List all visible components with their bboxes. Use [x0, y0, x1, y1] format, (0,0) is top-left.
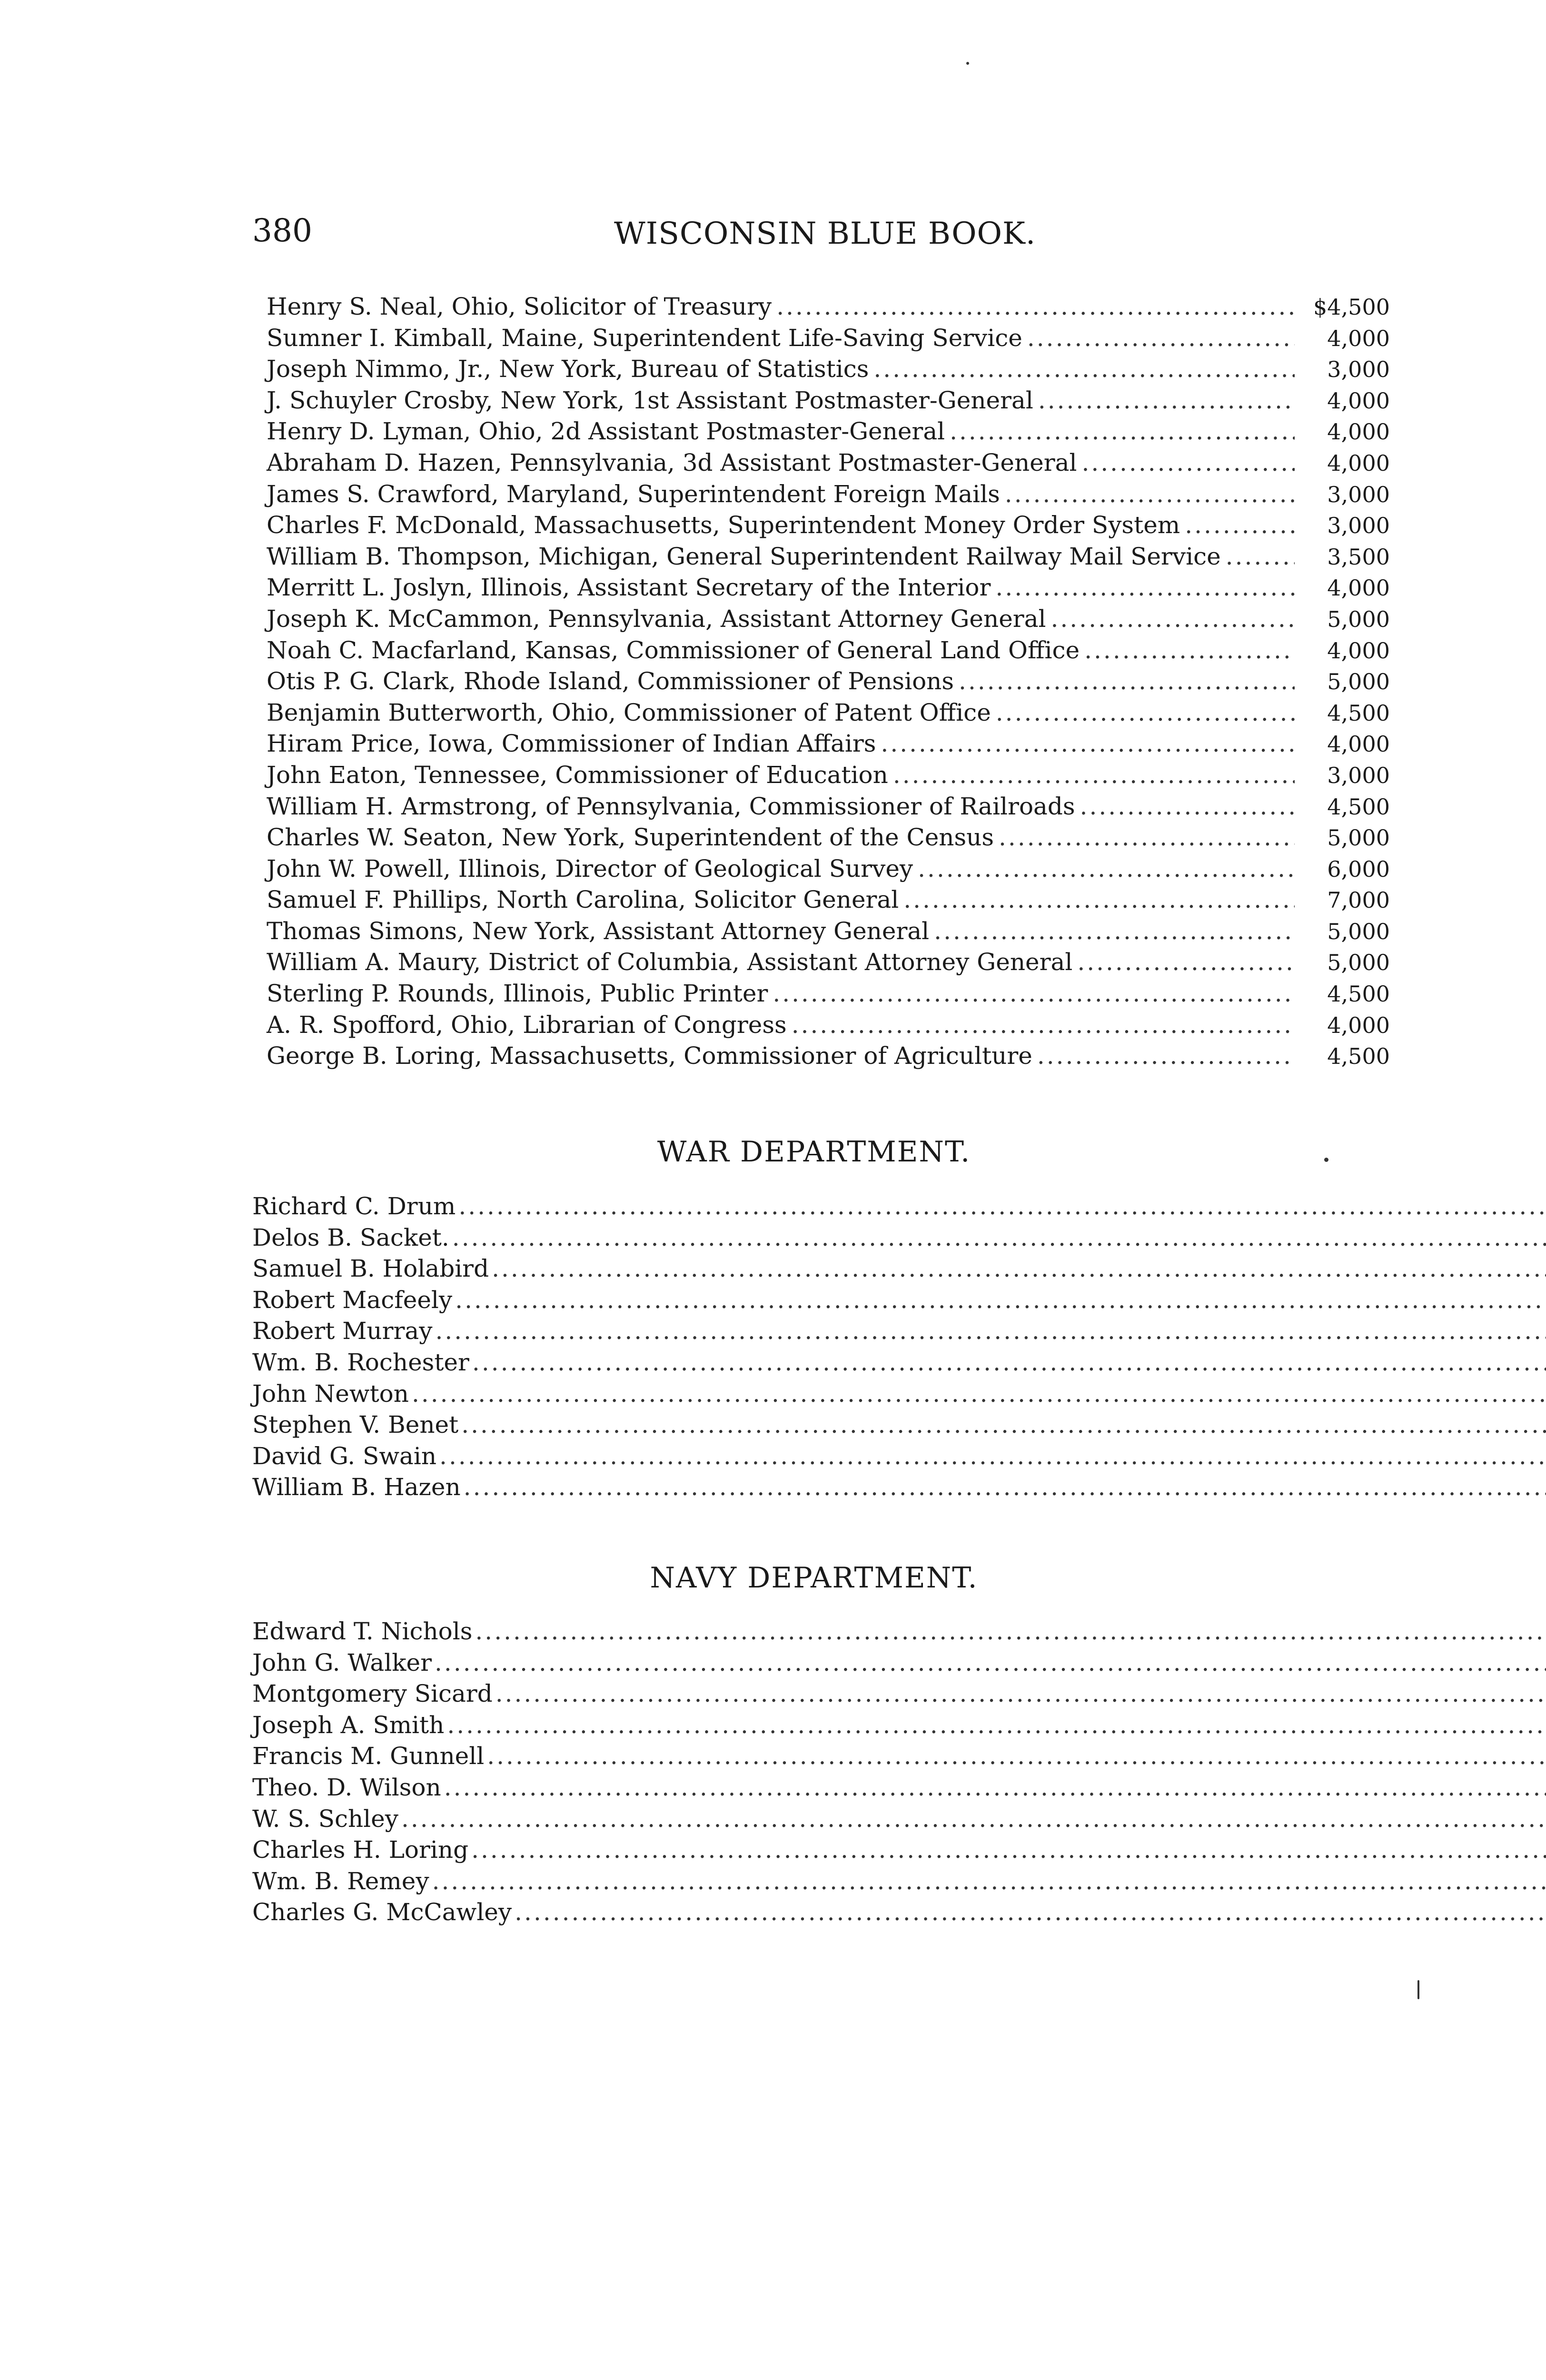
salary-amount: 4,000: [1327, 450, 1390, 476]
dot-leader: [461, 1411, 1546, 1438]
officer-row: [252, 1317, 1404, 1349]
stray-ink-mark: [966, 62, 969, 65]
dot-leader: [487, 1742, 1546, 1770]
salary-amount: 3,000: [1327, 357, 1390, 383]
officer-row: [252, 1380, 1404, 1411]
salary-row: [267, 948, 1390, 980]
dot-leader: [1027, 324, 1295, 352]
salary-description: Joseph K. McCammon, Pennsylvania, Assistant Attorney General: [267, 605, 1046, 633]
running-title: WISCONSIN BLUE BOOK.: [614, 216, 1036, 251]
salary-description: Sumner I. Kimball, Maine, Superintendent Life-Saving Service: [267, 324, 1022, 352]
salary-description: Samuel F. Phillips, North Carolina, Solicitor General: [267, 886, 899, 914]
salary-description: Sterling P. Rounds, Illinois, Public Printer: [267, 980, 768, 1008]
salary-amount: 7,000: [1327, 887, 1390, 913]
salary-row: [267, 1011, 1390, 1042]
salary-amount: 3,500: [1327, 544, 1390, 570]
officer-row: [252, 1473, 1404, 1505]
salary-row: [267, 293, 1390, 324]
salary-amount: 4,500: [1327, 1043, 1390, 1070]
salary-amount: 4,500: [1327, 793, 1390, 820]
dot-leader: [458, 1192, 1546, 1220]
salary-amount: 5,000: [1327, 918, 1390, 944]
officer-row: [252, 1742, 1404, 1774]
salary-row: [267, 980, 1390, 1011]
officer-name: Stephen V. Benet: [252, 1411, 459, 1439]
salary-row: [267, 886, 1390, 917]
officer-name: Francis M. Gunnell: [252, 1742, 485, 1770]
dot-leader: [1077, 948, 1295, 976]
dot-leader: [1081, 449, 1295, 476]
salary-amount: 4,500: [1327, 700, 1390, 726]
salary-row: [267, 355, 1390, 387]
salary-description: A. R. Spofford, Ohio, Librarian of Congress: [267, 1011, 787, 1039]
salary-amount: 4,000: [1327, 419, 1390, 445]
salary-description: Thomas Simons, New York, Assistant Attorney General: [267, 917, 930, 945]
officer-row: [252, 1711, 1404, 1743]
salary-amount: 3,000: [1327, 481, 1390, 507]
dot-leader: [999, 823, 1295, 851]
salary-description: William H. Armstrong, of Pennsylvania, Commissioner of Railroads: [267, 792, 1075, 820]
dot-leader: [515, 1898, 1546, 1926]
salary-description: Charles W. Seaton, New York, Superintendent of the Census: [267, 823, 994, 852]
salary-description: Joseph Nimmo, Jr., New York, Bureau of Statistics: [267, 355, 869, 383]
salary-description: Otis P. G. Clark, Rhode Island, Commissioner of Pensions: [267, 667, 954, 695]
salary-row: [267, 574, 1390, 605]
officer-name: W. S. Schley: [252, 1805, 398, 1833]
dot-leader: [995, 574, 1295, 601]
salary-row: [267, 917, 1390, 949]
dot-leader: [464, 1473, 1546, 1501]
salary-description: George B. Loring, Massachusetts, Commissioner of Agriculture: [267, 1042, 1032, 1070]
dot-leader: [903, 886, 1295, 913]
officer-name: William B. Hazen: [252, 1473, 461, 1501]
dot-leader: [435, 1649, 1546, 1676]
page-number: 380: [252, 212, 312, 249]
dot-leader: [959, 667, 1295, 695]
salary-amount: 4,000: [1327, 387, 1390, 414]
officer-name: Delos B. Sacket.: [252, 1223, 449, 1251]
dot-leader: [918, 855, 1295, 883]
navy-department-table: [252, 1617, 1404, 1930]
salary-description: Hiram Price, Iowa, Commissioner of Indian Affairs: [267, 730, 876, 758]
dot-leader: [492, 1255, 1546, 1282]
dot-leader: [412, 1380, 1546, 1408]
officer-name: Charles G. McCawley: [252, 1898, 512, 1926]
salary-list: [267, 293, 1390, 1073]
salary-amount: 4,500: [1327, 981, 1390, 1007]
officer-row: [252, 1349, 1404, 1380]
page-header: [252, 212, 1399, 260]
officer-name: Charles H. Loring: [252, 1836, 469, 1864]
officer-row: [252, 1649, 1404, 1680]
salary-row: [267, 387, 1390, 418]
salary-amount: 5,000: [1327, 606, 1390, 632]
salary-description: Henry D. Lyman, Ohio, 2d Assistant Postmaster-General: [267, 417, 945, 446]
officer-row: [252, 1774, 1404, 1805]
officer-row: [252, 1286, 1404, 1318]
dot-leader: [496, 1680, 1546, 1707]
officer-name: Montgomery Sicard: [252, 1680, 493, 1708]
dot-leader: [773, 980, 1295, 1007]
salary-row: [267, 793, 1390, 824]
salary-row: [267, 667, 1390, 699]
salary-row: [267, 1042, 1390, 1073]
officer-name: Samuel B. Holabird: [252, 1255, 489, 1283]
dot-leader: [1037, 1042, 1295, 1070]
dot-leader: [439, 1442, 1546, 1470]
salary-row: [267, 823, 1390, 855]
officer-name: David G. Swain: [252, 1442, 437, 1470]
dot-leader: [776, 293, 1295, 320]
dot-leader: [950, 417, 1295, 445]
officer-name: Robert Macfeely: [252, 1286, 453, 1314]
salary-amount: 5,000: [1327, 950, 1390, 976]
salary-amount: 5,000: [1327, 825, 1390, 851]
salary-row: [267, 699, 1390, 730]
salary-amount: 4,000: [1327, 731, 1390, 757]
dot-leader: [996, 699, 1295, 726]
officer-name: Wm. B. Remey: [252, 1867, 429, 1895]
salary-row: [267, 480, 1390, 512]
dot-leader: [934, 917, 1295, 945]
navy-department-heading: NAVY DEPARTMENT.: [650, 1561, 978, 1595]
salary-amount: 4,000: [1327, 325, 1390, 351]
officer-name: Richard C. Drum: [252, 1192, 456, 1220]
stray-ink-mark: [1324, 1158, 1328, 1162]
officer-row: [252, 1224, 1404, 1255]
salary-description: William B. Thompson, Michigan, General Superintendent Railway Mail Service: [267, 542, 1221, 570]
salary-description: John Eaton, Tennessee, Commissioner of Education: [267, 761, 888, 789]
dot-leader: [881, 730, 1295, 757]
dot-leader: [455, 1286, 1546, 1314]
dot-leader: [792, 1011, 1295, 1039]
officer-name: Robert Murray: [252, 1317, 433, 1345]
dot-leader: [1185, 511, 1295, 539]
officer-name: Wm. B. Rochester: [252, 1348, 469, 1376]
dot-leader: [1226, 543, 1295, 570]
dot-leader: [1084, 636, 1295, 664]
officer-name: John G. Walker: [252, 1648, 432, 1676]
dot-leader: [873, 355, 1295, 383]
salary-description: John W. Powell, Illinois, Director of Geological Survey: [267, 854, 913, 883]
salary-amount: 6,000: [1327, 856, 1390, 882]
officer-row: [252, 1617, 1404, 1649]
dot-leader: [452, 1224, 1546, 1251]
salary-description: J. Schuyler Crosby, New York, 1st Assistant Postmaster-General: [267, 386, 1033, 414]
officer-row: [252, 1805, 1404, 1836]
salary-row: [267, 449, 1390, 480]
dot-leader: [432, 1867, 1546, 1895]
salary-row: [267, 417, 1390, 449]
salary-description: Noah C. Macfarland, Kansas, Commissioner of General Land Office: [267, 636, 1080, 664]
salary-description: Henry S. Neal, Ohio, Solicitor of Treasury: [267, 293, 772, 320]
salary-row: [267, 761, 1390, 793]
salary-row: [267, 730, 1390, 761]
war-department-heading: WAR DEPARTMENT.: [657, 1135, 971, 1169]
salary-row: [267, 605, 1390, 636]
salary-description: Benjamin Butterworth, Ohio, Commissioner of Patent Office: [267, 698, 991, 726]
dot-leader: [1038, 387, 1295, 414]
salary-amount: 4,000: [1327, 637, 1390, 664]
salary-row: [267, 636, 1390, 668]
salary-amount: 4,000: [1327, 575, 1390, 601]
salary-row: [267, 855, 1390, 886]
dot-leader: [471, 1836, 1546, 1864]
dot-leader: [475, 1617, 1546, 1645]
salary-amount: 4,000: [1327, 1012, 1390, 1038]
officer-row: [252, 1867, 1404, 1899]
dot-leader: [444, 1774, 1546, 1801]
officer-row: [252, 1836, 1404, 1867]
dot-leader: [436, 1317, 1546, 1345]
officer-name: John Newton: [252, 1379, 409, 1408]
dot-leader: [1080, 793, 1295, 820]
officer-row: [252, 1411, 1404, 1442]
dot-leader: [447, 1711, 1546, 1739]
officer-name: Joseph A. Smith: [252, 1711, 445, 1739]
salary-row: [267, 324, 1390, 356]
salary-description: Merritt L. Joslyn, Illinois, Assistant Secretary of the Interior: [267, 574, 991, 602]
officer-row: [252, 1680, 1404, 1711]
salary-amount: $4,500: [1313, 294, 1390, 320]
salary-row: [267, 511, 1390, 543]
salary-amount: 3,000: [1327, 513, 1390, 539]
dot-leader: [1005, 480, 1295, 508]
dot-leader: [472, 1349, 1546, 1376]
dot-leader: [401, 1805, 1546, 1833]
salary-amount: 3,000: [1327, 762, 1390, 788]
salary-row: [267, 543, 1390, 574]
officer-row: [252, 1255, 1404, 1286]
officer-name: Edward T. Nichols: [252, 1617, 473, 1645]
officer-row: [252, 1192, 1404, 1224]
stray-ink-mark: [1417, 1980, 1419, 1999]
salary-description: Charles F. McDonald, Massachusetts, Superintendent Money Order System: [267, 511, 1180, 539]
war-department-table: [252, 1192, 1404, 1505]
salary-description: William A. Maury, District of Columbia, Assistant Attorney General: [267, 948, 1073, 976]
salary-amount: 5,000: [1327, 669, 1390, 695]
officer-name: Theo. D. Wilson: [252, 1773, 441, 1801]
officer-row: [252, 1442, 1404, 1474]
dot-leader: [893, 761, 1295, 789]
salary-description: Abraham D. Hazen, Pennsylvania, 3d Assistant Postmaster-General: [267, 448, 1077, 476]
salary-description: James S. Crawford, Maryland, Superintendent Foreign Mails: [267, 480, 1000, 508]
dot-leader: [1051, 605, 1295, 633]
officer-row: [252, 1898, 1404, 1930]
